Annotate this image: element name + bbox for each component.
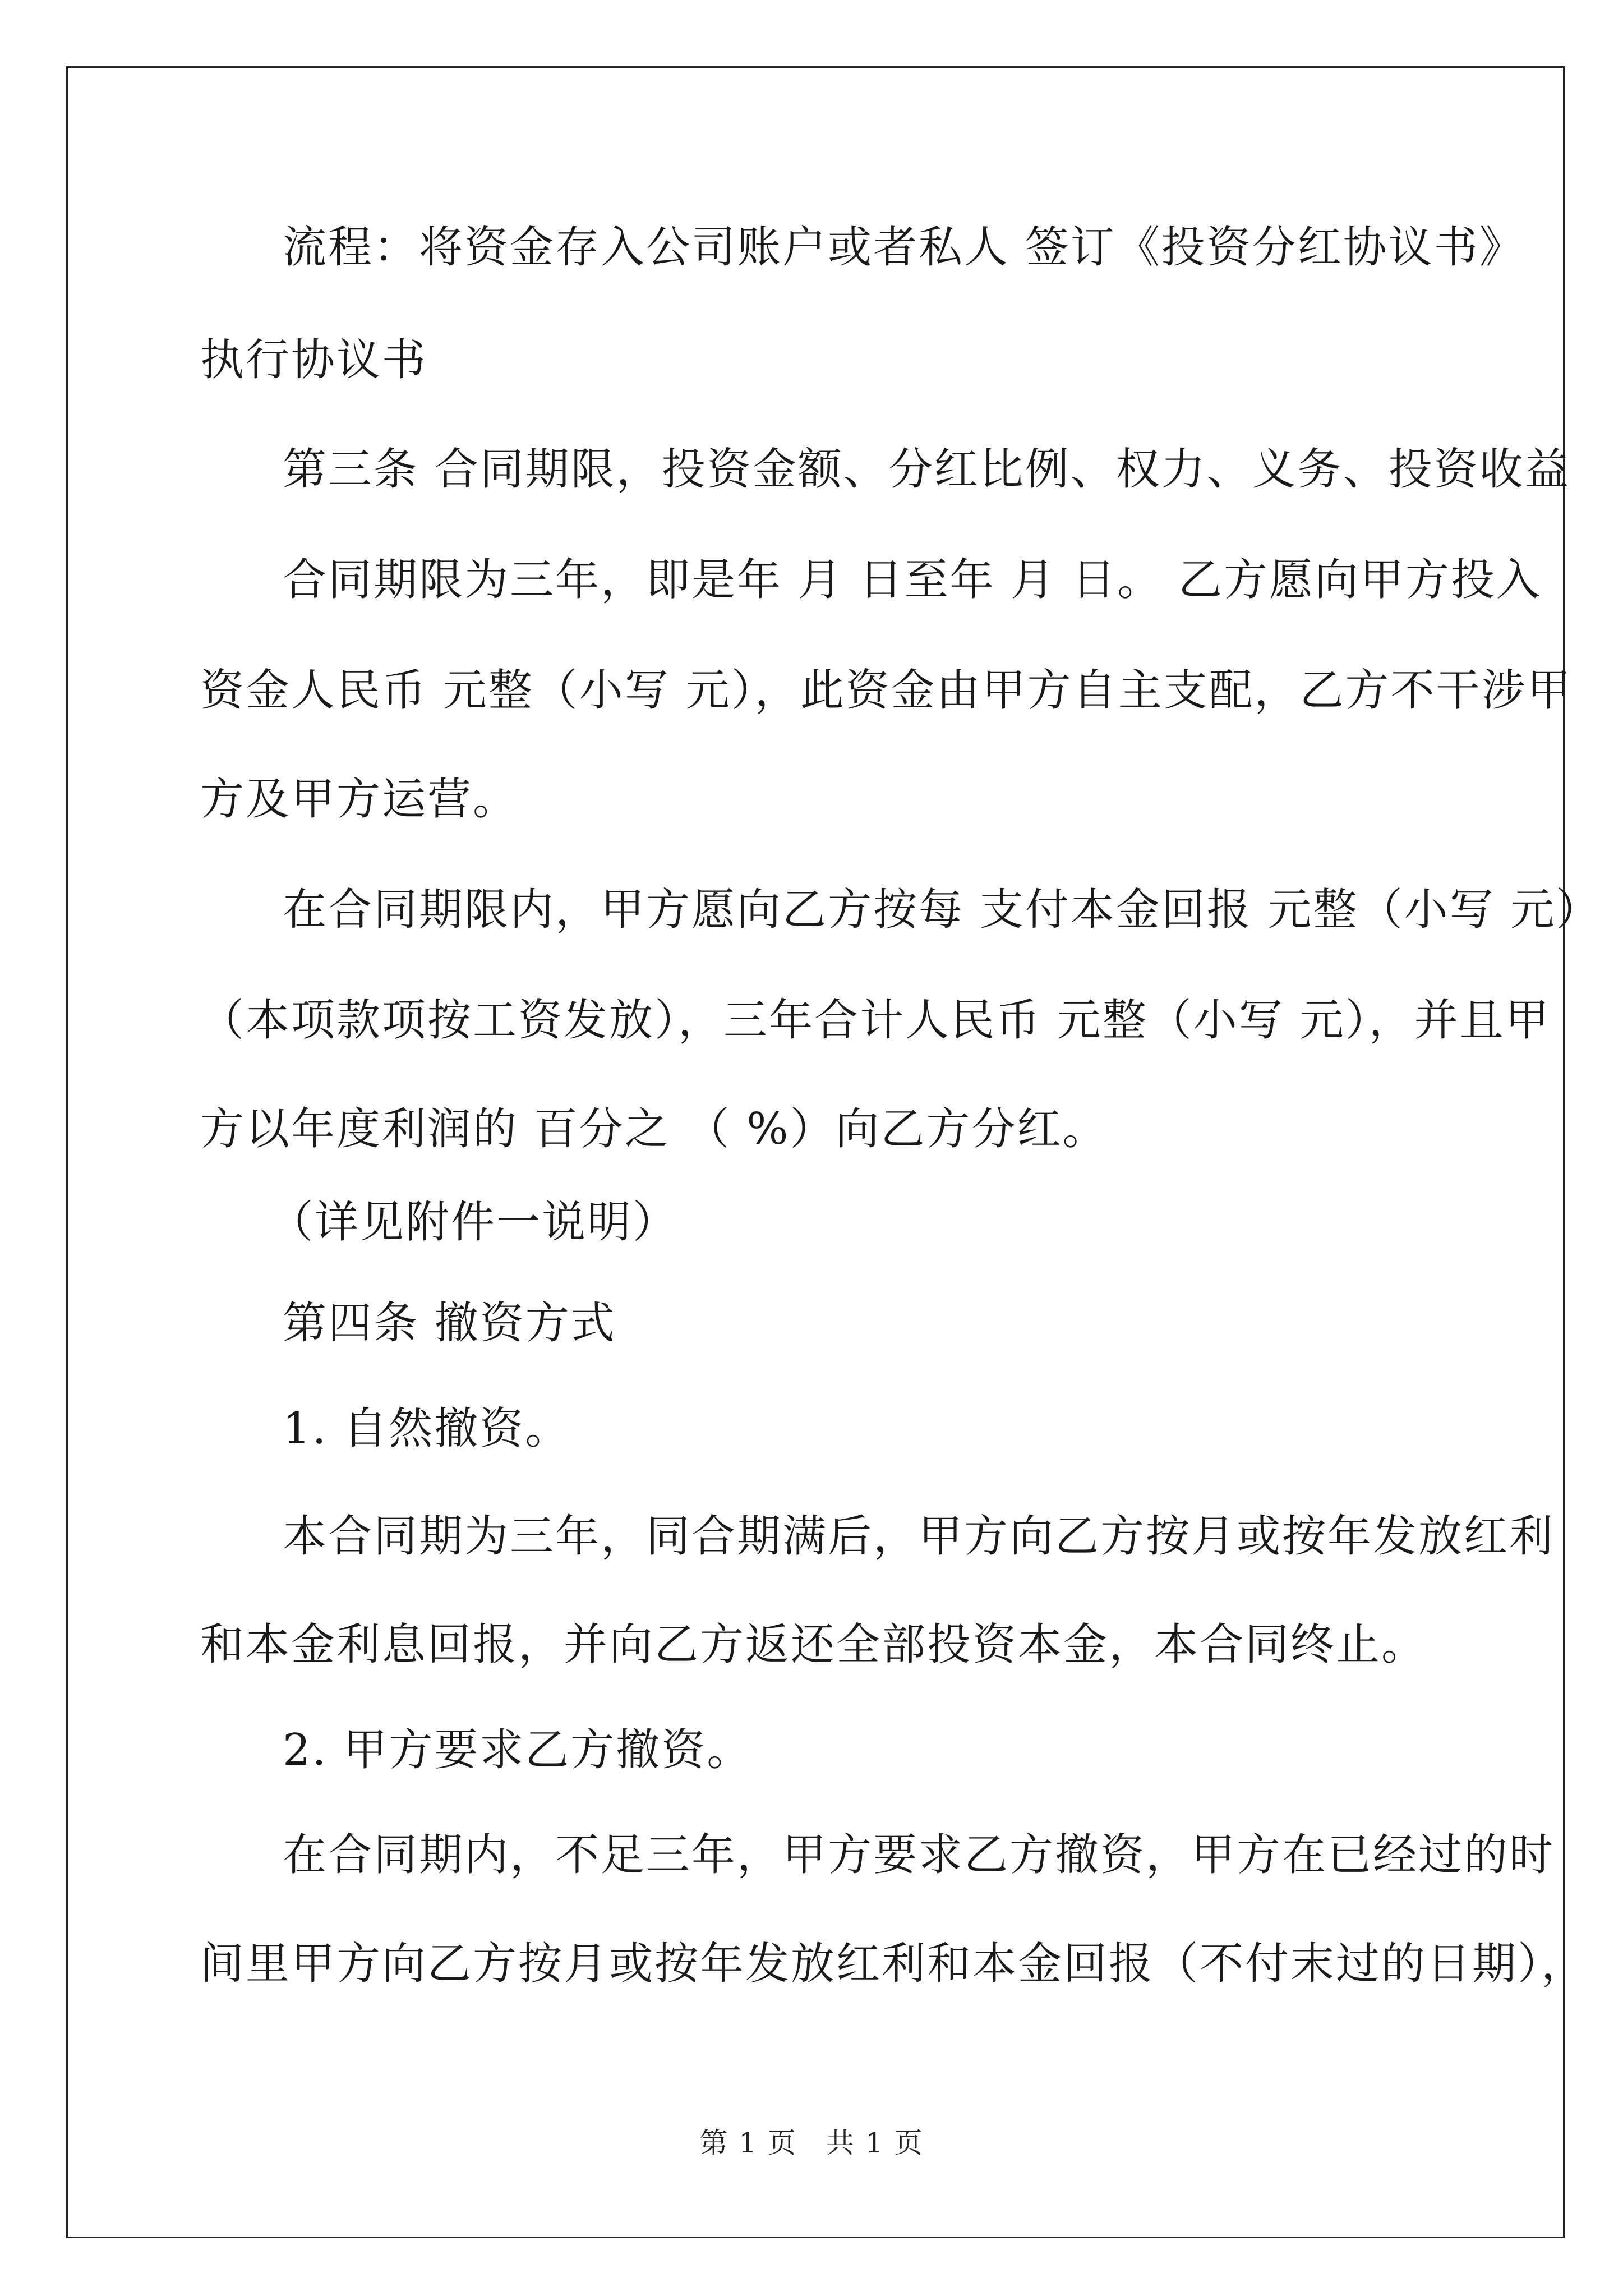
paragraph-return-cont: （本项款项按工资发放），三年合计人民币 元整（小写 元），并且甲: [200, 995, 1551, 1046]
heading-article-3: 第三条 合同期限，投资金额、分红比例、权力、义务、投资收益: [283, 444, 1570, 495]
paragraph-return-end: 方以年度利润的 百分之 （ %）向乙方分红。: [200, 1104, 1108, 1154]
paragraph-natural: 本合同期为三年，同合期满后，甲方向乙方按月或按年发放红利: [283, 1511, 1555, 1562]
page-footer: 第 1 页 共 1 页: [699, 2127, 924, 2159]
paragraph-natural-cont: 和本金利息回报，并向乙方返还全部投资本金，本合同终止。: [200, 1619, 1427, 1670]
paragraph-term-cont: 资金人民币 元整（小写 元），此资金由甲方自主支配，乙方不干涉甲: [200, 665, 1573, 716]
paragraph-term-end: 方及甲方运营。: [200, 774, 519, 825]
paragraph-process: 流程：将资金存入公司账户或者私人 签订《投资分红协议书》: [283, 222, 1525, 273]
paragraph-process-cont: 执行协议书: [200, 335, 428, 385]
paragraph-required: 在合同期内，不足三年，甲方要求乙方撤资，甲方在已经过的时: [283, 1830, 1555, 1880]
paragraph-return: 在合同期限内，甲方愿向乙方按每 支付本金回报 元整（小写 元）: [283, 885, 1602, 935]
item-required-withdrawal: 2. 甲方要求乙方撤资。: [283, 1725, 753, 1775]
paragraph-term: 合同期限为三年，即是年 月 日至年 月 日。 乙方愿向甲方投入: [283, 555, 1542, 605]
item-natural-withdrawal: 1. 自然撤资。: [283, 1404, 571, 1454]
heading-article-4: 第四条 撤资方式: [283, 1298, 616, 1349]
paragraph-required-cont: 间里甲方向乙方按月或按年发放红利和本金回报（不付末过的日期），: [200, 1939, 1587, 1989]
note-appendix: （详见附件一说明）: [269, 1197, 679, 1248]
